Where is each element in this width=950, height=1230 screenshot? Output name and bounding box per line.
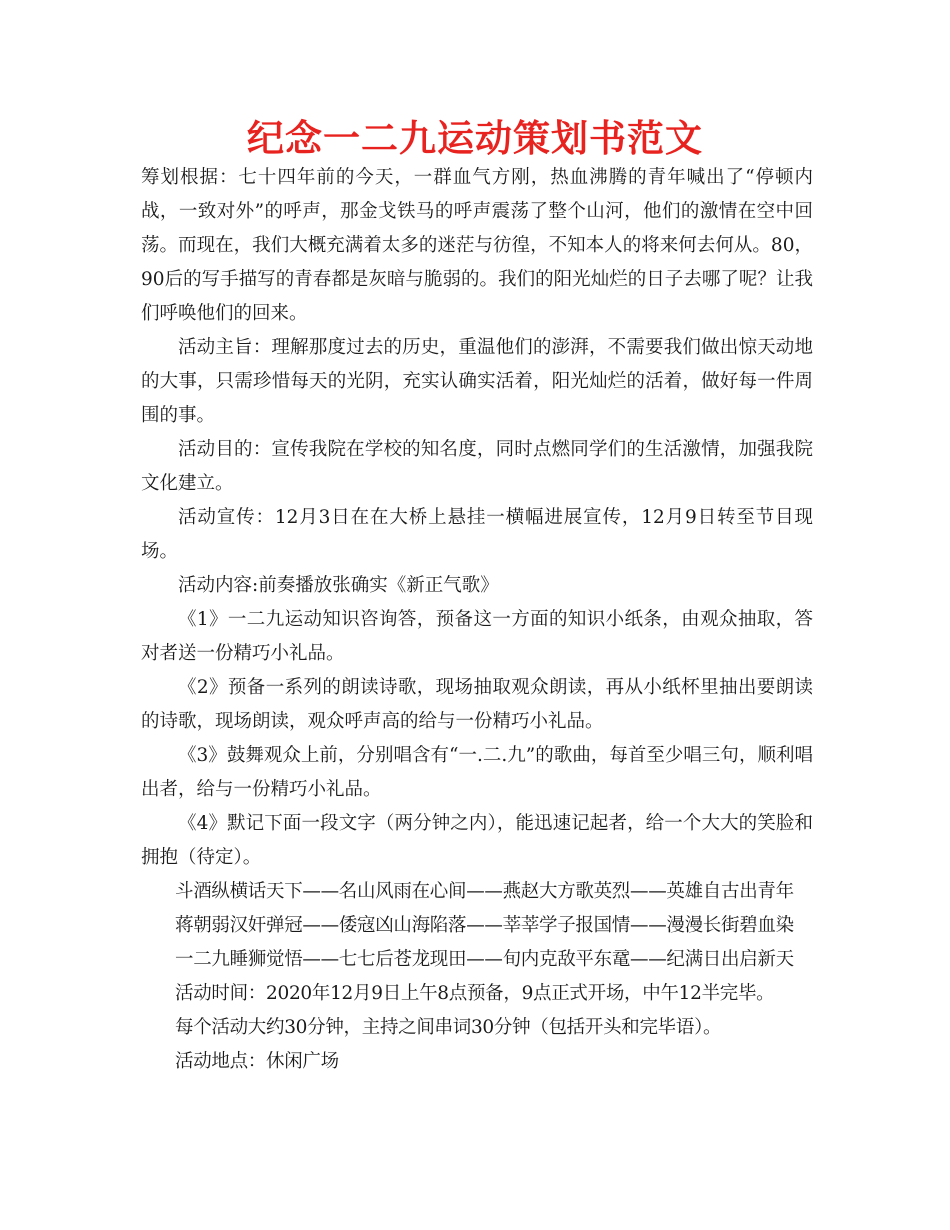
paragraph-item-4: 《4》默记下面一段文字（两分钟之内），能迅速记起者，给一个大大的笑脸和拥抱（待定）。 bbox=[141, 813, 813, 868]
paragraph-purpose: 活动主旨：理解那度过去的历史，重温他们的澎湃，不需要我们做出惊天动地的大事，只需珍惜每天的光阴，充实认确实活着，阳光灿烂的活着，做好每一件周围的事。 bbox=[141, 337, 813, 426]
paragraph-goal: 活动目的：宣传我院在学校的知名度，同时点燃同学们的生活激情，加强我院文化建立。 bbox=[141, 439, 813, 494]
paragraph-time: 活动时间：2020年12月9日上午8点预备，9点正式开场，中午12半完毕。 bbox=[175, 983, 775, 1004]
document-title: 纪念一二九运动策划书范文 bbox=[247, 117, 703, 160]
document-body bbox=[141, 161, 813, 1079]
paragraph-publicity: 活动宣传：12月3日在在大桥上悬挂一横幅进展宣传，12月9日转至节目现场。 bbox=[141, 507, 813, 562]
poem-line-1: 斗酒纵横话天下——名山风雨在心间——燕赵大方歌英烈——英雄自古出青年 bbox=[175, 881, 794, 902]
paragraph-item-3: 《3》鼓舞观众上前，分别唱含有“一.二.九”的歌曲，每首至少唱三句，顺利唱出者，给与一份精巧小礼品。 bbox=[141, 745, 813, 800]
poem-line-3: 一二九睡狮觉悟——七七后苍龙现田——旬内克敌平东鼋——纪满日出启新天 bbox=[175, 949, 794, 970]
paragraph-item-2: 《2》预备一系列的朗读诗歌，现场抽取观众朗读，再从小纸杯里抽出要朗读的诗歌，现场朗读，观众呼声高的给与一份精巧小礼品。 bbox=[141, 677, 813, 732]
paragraph-basis: 筹划根据：七十四年前的今天，一群血气方刚，热血沸腾的青年喊出了“停顿内战，一致对外”的呼声，那金戈铁马的呼声震荡了整个山河，他们的激情在空中回荡。而现在，我们大概充满着太多的迷茫与彷徨，不知本人的将来何去何从。80，90后的写手描写的青春都是灰暗与脆弱的。我们的阳光灿烂的日子去哪了呢？让我们呼唤他们的回来。 bbox=[141, 167, 813, 324]
paragraph-location: 活动地点：休闲广场 bbox=[175, 1051, 339, 1072]
paragraph-item-1: 《1》一二九运动知识咨询答，预备这一方面的知识小纸条，由观众抽取，答对者送一份精巧小礼品。 bbox=[141, 609, 813, 664]
paragraph-content: 活动内容:前奏播放张确实《新正气歌》 bbox=[178, 575, 499, 596]
paragraph-duration: 每个活动大约30分钟，主持之间串词30分钟（包括开头和完毕语）。 bbox=[175, 1017, 722, 1038]
poem-line-2: 蒋朝弱汉奸弹冠——倭寇凶山海陷落——莘莘学子报国情——漫漫长街碧血染 bbox=[175, 915, 794, 936]
